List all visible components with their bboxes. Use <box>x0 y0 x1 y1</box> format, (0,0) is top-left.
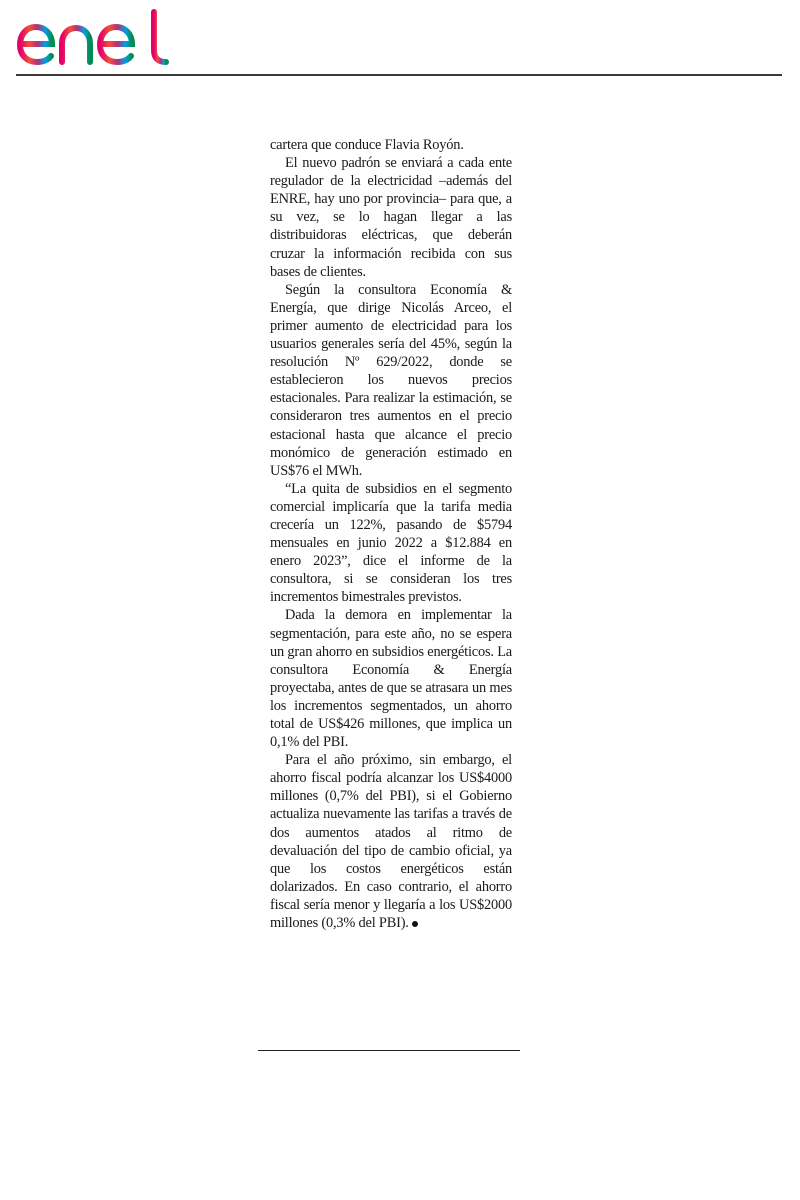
enel-logo <box>14 6 174 68</box>
article-paragraph-text: Para el año próximo, sin embargo, el ahorro fiscal podría alcanzar los US$4000 millones (0,7% del PBI), si el Gobierno actualiza nuevamente las tarifas a través de dos aumentos atados al ritmo de devaluación del tipo de cambio oficial, ya que los costos energéticos están dolarizados. En caso contrario, el ahorro fiscal sería menor y llegaría a los US$2000 millones (0,3% del PBI). <box>270 752 512 932</box>
header-divider <box>16 74 782 76</box>
article-paragraph: Dada la demora en implementar la segmentación, para este año, no se espera un gran ahorro en subsidios energéticos. La consultora Economía & Energía proyectaba, antes de que se atrasara un mes los incrementos segmentados, un ahorro total de US$426 millones, que implica un 0,1% del PBI. <box>270 607 512 751</box>
article-paragraph-last <box>270 751 512 932</box>
article-end-divider <box>258 1050 520 1051</box>
article-paragraph: Según la consultora Economía & Energía, que dirige Nicolás Arceo, el primer aumento de electricidad para los usuarios generales sería del 45%, según la resolución Nº 629/2022, donde se establecieron los nuevos precios estacionales. Para realizar la estimación, se consideraron tres aumentos en el precio estacional hasta que alcance el precio monómico de generación estimado en US$76 el MWh. <box>270 281 512 479</box>
article-column <box>270 136 512 932</box>
end-of-article-bullet-icon <box>412 921 418 927</box>
article-paragraph: El nuevo padrón se enviará a cada ente regulador de la electricidad –además del ENRE, hay uno por provincia– para que, a su vez, se lo hagan llegar a las distribuidoras eléctricas, que deberán cruzar la información recibida con sus bases de clientes. <box>270 155 512 280</box>
article-paragraph: cartera que conduce Flavia Royón. <box>270 137 464 153</box>
article-paragraph: “La quita de subsidios en el segmento comercial implicaría que la tarifa media crecería un 122%, pasando de $5794 mensuales en junio 2022 a $12.884 en enero 2023”, dice el informe de la consultora, si se consideran los tres incrementos bimestrales previstos. <box>270 480 512 606</box>
